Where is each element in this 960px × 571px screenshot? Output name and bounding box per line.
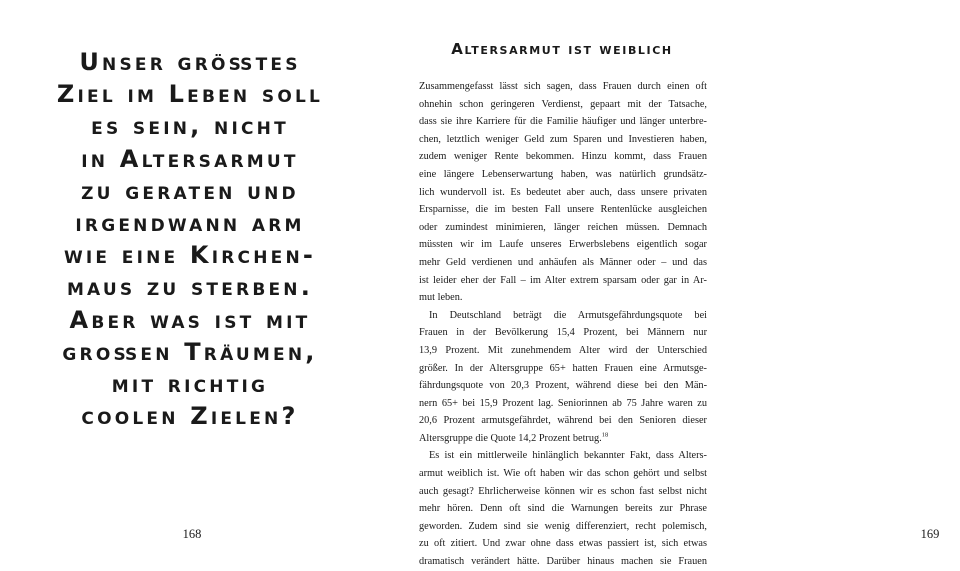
text-line-content: Altersgruppe die Quote 14,2 Prozent betrug. (419, 432, 602, 444)
text-line: ist leider eher der Fall – im Alter extrem sparsam oder gar in Ar- (419, 274, 707, 286)
quote-line: irgendwann arm (75, 209, 305, 238)
quote-line: in Altersarmut (81, 144, 299, 173)
text-line: geworden. Zudem sind sie wenig differenziert, recht polemisch, (419, 520, 707, 532)
text-line: nern 65+ bei 15,9 Prozent lag. Seniorinnen ab 75 Jahre waren zu (419, 397, 707, 409)
text-line: mehr Geld verdienen und anhäufen als Männer oder – und das (419, 256, 707, 268)
text-line: Frauen in der Bevölkerung 15,4 Prozent, bei Männern nur (419, 327, 707, 339)
quote-line: zu geraten und (81, 176, 299, 205)
text-line: zu oft zitiert. Und zwar ohne dass etwas passiert ist, sich etwas (419, 538, 707, 550)
quote-line: Unser größtes (79, 48, 301, 76)
text-line: chen, letztlich weniger Geld zum Sparen und Investieren haben, (419, 133, 707, 145)
right-page (375, 0, 940, 568)
quote-line: maus zu sterben. (66, 273, 314, 302)
left-page (0, 0, 375, 566)
text-line: dass sie ihre Karriere für die Familie häufiger und länger unterbre- (419, 116, 707, 128)
text-line: 20,6 Prozent armutsgefährdet, während bei den Senioren dieser (419, 415, 707, 427)
text-line: armut weiblich ist. Wie oft haben wir das schon gehört und selbst (419, 468, 707, 480)
text-line: ohnehin schon geringeren Verdienst, gepaart mit der Tatsache, (419, 98, 707, 110)
text-line: mehr hören. Denn oft sind die Warnungen bereits zur Phrase (419, 503, 707, 515)
quote-line: Aber was ist mit (69, 305, 311, 334)
quote-line: großen Träumen, (62, 337, 318, 366)
quote-line: wie eine Kirchen- (63, 241, 317, 270)
page-number-left: 168 (182, 527, 202, 541)
quote-line: es sein, nicht (91, 112, 289, 141)
text-line: 13,9 Prozent. Mit zunehmendem Alter wird der Unterschied (419, 344, 707, 356)
text-line: müssten wir im Laufe unseres Erwerbslebens eigentlich sogar (419, 239, 707, 251)
quote-line: Ziel im Leben soll (56, 80, 324, 109)
section-title: Altersarmut ist weiblich (451, 40, 673, 58)
pull-quote (40, 46, 340, 432)
text-line-with-footnote (419, 430, 707, 448)
text-line: fährdungsquote von 20,3 Prozent, während diese bei den Män- (419, 380, 707, 392)
text-line: dramatisch verändert hätte. Darüber hinaus machen sie Frauen (419, 556, 707, 568)
text-line: zudem weniger Rente bekommen. Hinzu kommt, dass Frauen (419, 151, 707, 163)
text-line: größer. In der Altersgruppe 65+ hatten Frauen eine Armutsge- (419, 362, 707, 374)
text-line: lich wundervoll ist. Es bedeutet aber auch, dass unsere privaten (419, 186, 707, 198)
text-line: eine längere Lebenserwartung haben, was natürlich grundsätz- (419, 168, 707, 180)
body-text (419, 78, 707, 571)
text-line: Ersparnisse, die im besten Fall unsere Rentenlücke ausgleichen (419, 204, 707, 216)
text-line: oder zumindest minimieren, länger reichen müssen. Demnach (419, 221, 707, 233)
text-line: Es ist ein mittlerweile hinlänglich bekannter Fakt, dass Alters- (429, 450, 707, 462)
page-number-right: 169 (920, 527, 940, 541)
text-line: auch gesagt? Ehrlicherweise können wir es schon fast selbst nicht (419, 485, 707, 497)
text-line: In Deutschland beträgt die Armutsgefährdungsquote bei (429, 309, 707, 321)
quote-line: mit richtig (111, 370, 269, 399)
footnote-ref: 18 (601, 431, 609, 439)
text-line: Zusammengefasst lässt sich sagen, dass Frauen durch einen oft (419, 81, 707, 92)
text-line: mut leben. (419, 292, 463, 304)
quote-line: coolen Zielen? (81, 402, 299, 431)
